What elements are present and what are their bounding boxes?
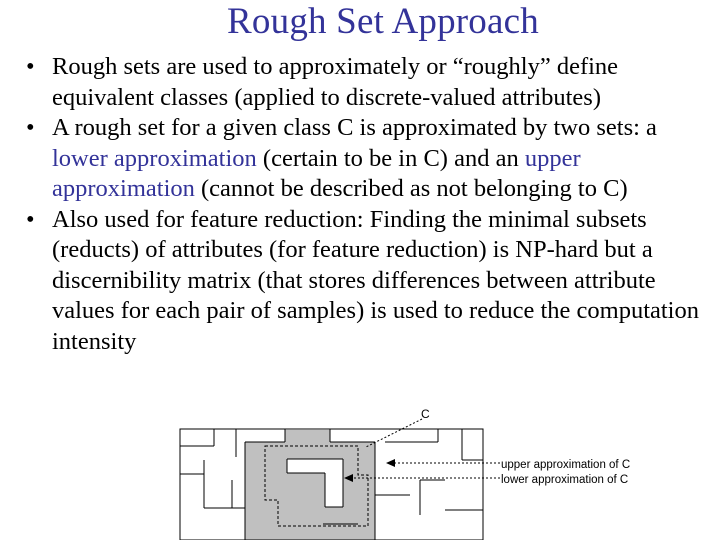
lower-approximation-term: lower approximation — [52, 144, 257, 172]
bullet-text-part: A rough set for a given class C is approximated by two sets: a — [52, 114, 657, 141]
bullet-marker: • — [26, 53, 35, 80]
bullet-text-part: (certain to be in C) and an — [256, 144, 525, 172]
bullet-list — [26, 52, 716, 357]
bullet-text: Rough sets are used to approximately or “roughly” define equivalent classes (applied to discrete-valued attributes) — [52, 53, 619, 111]
slide-title: Rough Set Approach — [227, 1, 539, 42]
bullet-text: Also used for feature reduction: Finding the minimal subsets (reducts) of attributes (for feature reduction) is NP-hard but a discernibility matrix (that stores differences between attribute values for each pair of samples) is used to reduce the computation intensity — [52, 205, 699, 355]
bullet-marker: • — [26, 205, 35, 233]
bullet-item — [26, 52, 716, 113]
bullet-marker: • — [26, 114, 35, 141]
bullet-item — [26, 205, 716, 358]
lower-approximation-label: lower approximation of C — [501, 474, 629, 486]
upper-approximation-term: upper approximation — [52, 144, 581, 202]
upper-approximation-label: upper approximation of C — [501, 459, 631, 471]
class-c-label: C — [421, 407, 430, 421]
rough-set-diagram — [0, 400, 720, 540]
bullet-text-part: (cannot be described as not belonging to C) — [194, 175, 628, 202]
bullet-item — [26, 113, 716, 205]
